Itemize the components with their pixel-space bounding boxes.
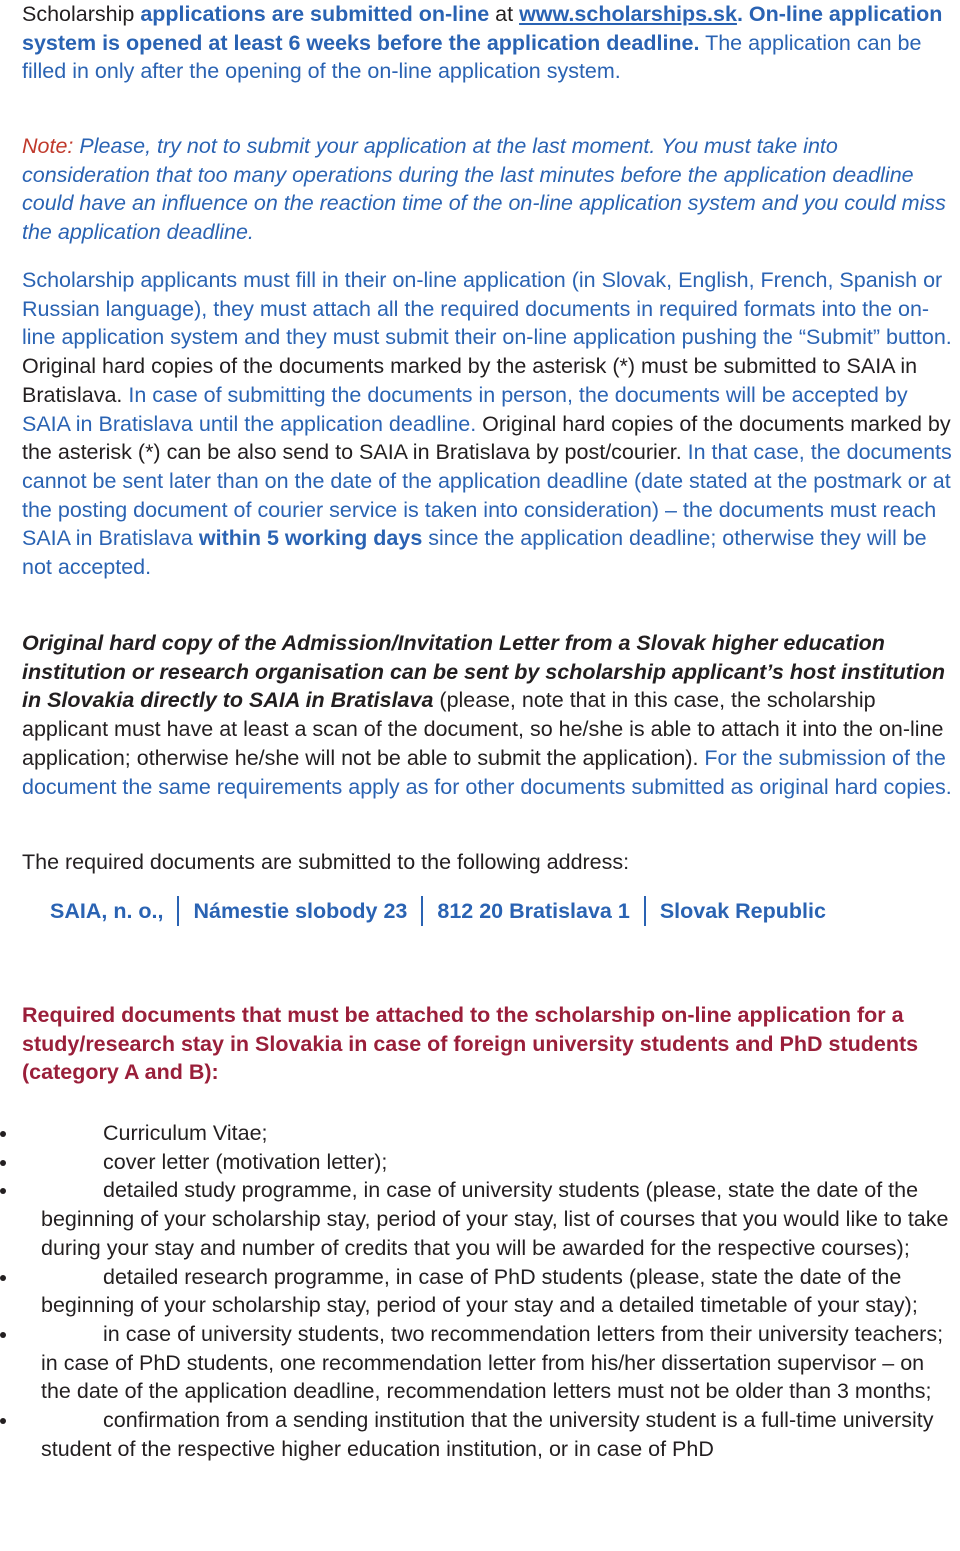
applicants-part5: In that case, the documents cannot be sent later than on the date of the application deadline (date stated at the postmark or at the posting document of courier service is taken into consideration) – the documents must reach SAIA in Bratislava (22, 440, 952, 551)
note-text: Please, try not to submit your application at the last moment. (73, 134, 656, 158)
list-item-text: confirmation from a sending institution that the university student is a full-time university student of the respective higher education institution, or in case of PhD (41, 1408, 934, 1461)
list-item (0, 1320, 960, 1406)
address-separator (421, 896, 423, 926)
address-city: 812 20 Bratislava 1 (437, 899, 630, 923)
address-separator (177, 896, 179, 926)
submission-bold-text: applications are submitted on-line (140, 2, 490, 26)
required-documents-heading: Required documents that must be attached to the scholarship on-line application for a study/research stay in Slovakia in case of foreign university students and PhD students (category A and B): (22, 1003, 919, 1085)
admission-letter-paragraph (22, 629, 958, 801)
applicants-part2: Original hard copies of the documents marked by the asterisk (*) must be submitted to SAIA in Bratislava. (22, 354, 918, 407)
list-item-text: cover letter (motivation letter); (103, 1149, 388, 1174)
list-item-text: detailed study programme, in case of university students (please, state the date of the beginning of your scholarship stay, period of your stay, list of courses that you would like to take during your stay and number of credits that you will be awarded for the respective courses); (41, 1178, 949, 1260)
applicants-part6: since the application deadline; otherwise they will be not accepted. (22, 526, 927, 580)
submission-bold-after-link: . On-line application system is opened at least 6 weeks before the application deadline. (22, 2, 943, 55)
bullet-icon (0, 1418, 6, 1424)
address-separator (644, 896, 646, 926)
scholarships-link[interactable]: www.scholarships.sk (519, 2, 737, 26)
list-item (0, 1176, 960, 1262)
note-text-rest: You must take into consideration that too many operations during the last minutes before the application deadline could have an influence on the reaction time of the on-line application system and you could miss the application deadline. (22, 134, 946, 245)
submission-text-after: The application can be filled in only after the opening of the on-line application system. (22, 30, 922, 84)
applicants-part3: In case of submitting the documents in person, the documents will be accepted by SAIA in Bratislava until the application deadline. (22, 382, 908, 436)
admission-letter-part3: For the submission of the document the same requirements apply as for other documents submitted as original hard copies. (22, 745, 952, 799)
saia-address (50, 896, 826, 926)
applicants-part1: Scholarship applicants must fill in their on-line application (in Slovak, English, French, Spanish or Russian language), they must attach all the required documents in required formats into the on-line application system and they must submit their on-line application pushing the “Submit” button. (22, 268, 952, 350)
list-item (0, 1148, 960, 1177)
submission-text-start: Scholarship (22, 2, 141, 26)
required-documents-list (0, 1119, 960, 1463)
list-item (0, 1119, 960, 1148)
applicants-part4: Original hard copies of the documents marked by the asterisk (*) can be also send to SAIA in Bratislava by post/courier. (22, 411, 951, 465)
admission-letter-part2: (please, note that in this case, the scholarship applicant must have at least a scan of the document, so he/she is able to attach it into the on-line application; otherwise he/she will not be able to submit the application). (22, 688, 944, 770)
applicants-bold-part: within 5 working days (198, 526, 423, 551)
list-item (0, 1406, 960, 1463)
list-item-text: Curriculum Vitae; (103, 1121, 268, 1145)
note-paragraph (22, 132, 958, 247)
submission-paragraph (22, 0, 958, 86)
list-item-text: in case of university students, two recommendation letters from their university teachers; in case of PhD students, one recommendation letter from his/her dissertation supervisor – on the date of the application deadline, recommendation letters must not be older than 3 months; (41, 1321, 944, 1404)
admission-letter-bold-italic: Original hard copy of the Admission/Invitation Letter from a Slovak higher education institution or research organisation can be sent by scholarship applicant’s host institution in Slovakia directly to SAIA in Bratislava (22, 631, 946, 713)
bullet-icon (0, 1275, 6, 1281)
list-item-text: detailed research programme, in case of PhD students (please, state the date of the beginning of your scholarship stay, period of your stay and a detailed timetable of your stay); (41, 1264, 918, 1318)
list-item (0, 1263, 960, 1320)
bullet-icon (0, 1332, 6, 1338)
address-name: SAIA, n. o., (50, 899, 164, 923)
address-country: Slovak Republic (659, 899, 826, 923)
bullet-icon (0, 1131, 6, 1137)
bullet-icon (0, 1160, 6, 1166)
address-intro: The required documents are submitted to the following address: (22, 850, 630, 874)
address-street: Námestie slobody 23 (193, 899, 408, 923)
bullet-icon (0, 1188, 6, 1194)
applicants-paragraph (22, 266, 958, 582)
note-label: Note: (22, 134, 74, 158)
submission-text-at: at (489, 2, 520, 26)
